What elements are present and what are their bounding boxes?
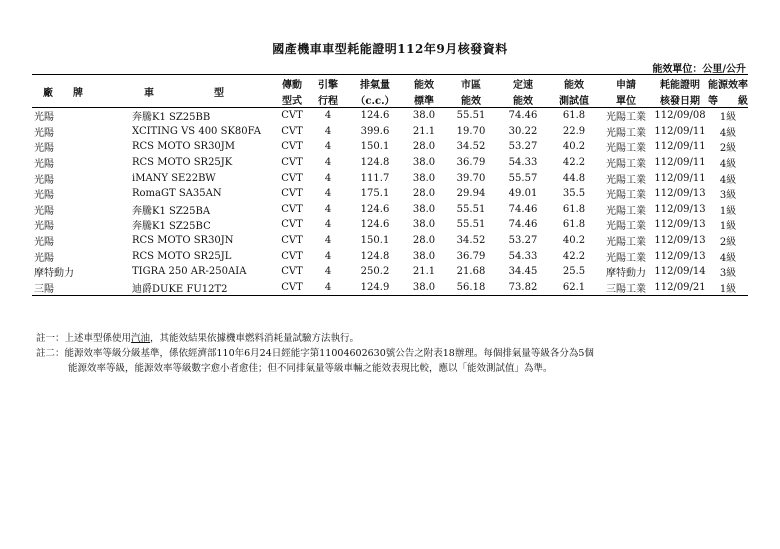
cell-applicant: 光陽工業 xyxy=(606,205,646,217)
cell-grade: 4級 xyxy=(719,127,737,139)
cell-model: iMANY SE22BW xyxy=(132,172,216,184)
cell-efficiency-std: 28.0 xyxy=(412,141,436,153)
cell-test-value: 61.8 xyxy=(562,219,586,231)
cell-applicant: 光陽工業 xyxy=(606,127,646,139)
cell-strokes: 4 xyxy=(324,141,332,153)
table-row xyxy=(32,280,748,296)
cell-applicant: 光陽工業 xyxy=(606,252,646,264)
cell-displacement: 150.1 xyxy=(360,141,390,153)
cell-manufacturer: 光陽 xyxy=(34,127,54,139)
cell-efficiency-std: 38.0 xyxy=(412,157,436,169)
cell-model: RCS MOTO SR30JN xyxy=(132,235,234,247)
cell-transmission: CVT xyxy=(281,110,303,122)
cell-strokes: 4 xyxy=(324,219,332,231)
cell-constant-speed: 74.46 xyxy=(508,110,538,122)
cell-test-value: 42.2 xyxy=(562,157,586,169)
cell-transmission: CVT xyxy=(281,157,303,169)
cell-model: RomaGT SA35AN xyxy=(132,188,222,200)
cell-manufacturer: 光陽 xyxy=(34,174,54,186)
cell-issue-date: 112/09/11 xyxy=(654,125,706,137)
note-2-line-1: 註二：能源效率等級分級基準，係依經濟部110年6月24日經能字第11004602630號公告之附表18辦理。每個排氣量等級各分為5個 xyxy=(36,348,594,359)
cell-test-value: 44.8 xyxy=(562,172,586,184)
cell-strokes: 4 xyxy=(324,110,332,122)
cell-applicant: 光陽工業 xyxy=(606,112,646,124)
header-model: 車 型 xyxy=(144,87,224,99)
cell-transmission: CVT xyxy=(281,281,303,293)
cell-efficiency-std: 28.0 xyxy=(412,235,436,247)
cell-urban: 39.70 xyxy=(456,172,486,184)
cell-model: RCS MOTO SR30JM xyxy=(132,141,236,153)
table-row xyxy=(32,233,748,249)
cell-displacement: 124.6 xyxy=(360,110,390,122)
note-2-line-2: 能源效率等級，能源效率等級數字愈小者愈佳；但不同排氣量等級車輛之能效表現比較，應以「能效測試值」為準。 xyxy=(68,363,553,374)
cell-efficiency-std: 38.0 xyxy=(412,219,436,231)
cell-displacement: 124.8 xyxy=(360,250,390,262)
cell-model: RCS MOTO SR25JK xyxy=(132,157,233,169)
cell-manufacturer: 光陽 xyxy=(34,252,54,264)
table-row xyxy=(32,155,748,171)
cell-issue-date: 112/09/11 xyxy=(654,157,706,169)
cell-constant-speed: 49.01 xyxy=(508,188,538,200)
cell-applicant: 光陽工業 xyxy=(606,174,646,186)
cell-issue-date: 112/09/13 xyxy=(654,188,706,200)
header-transmission-2: 型式 xyxy=(282,95,302,107)
cell-transmission: CVT xyxy=(281,203,303,215)
cell-urban: 36.79 xyxy=(456,157,486,169)
cell-applicant: 三陽工業 xyxy=(606,283,646,295)
note-1-suffix: ，其能效結果依據機車燃料消耗量試驗方法執行。 xyxy=(150,333,360,344)
unit-label: 能效單位：公里/公升 xyxy=(652,64,746,75)
table-row xyxy=(32,248,748,264)
header-grade: 能源效率 xyxy=(708,79,748,91)
cell-transmission: CVT xyxy=(281,266,303,278)
cell-constant-speed: 53.27 xyxy=(508,141,538,153)
cell-displacement: 124.8 xyxy=(360,157,390,169)
cell-applicant: 光陽工業 xyxy=(606,221,646,233)
cell-test-value: 22.9 xyxy=(562,125,586,137)
cell-transmission: CVT xyxy=(281,125,303,137)
cell-constant-speed: 34.45 xyxy=(508,266,538,278)
cell-efficiency-std: 38.0 xyxy=(412,110,436,122)
cell-applicant: 光陽工業 xyxy=(606,237,646,249)
header-grade-2: 等 級 xyxy=(708,95,748,107)
cell-model: 奔騰K1 SZ25BA xyxy=(132,205,211,217)
cell-manufacturer: 光陽 xyxy=(34,237,54,249)
header-row-1 xyxy=(32,75,748,92)
header-issue-date-2: 核發日期 xyxy=(660,95,700,107)
cell-displacement: 150.1 xyxy=(360,235,390,247)
cell-strokes: 4 xyxy=(324,125,332,137)
cell-displacement: 175.1 xyxy=(360,188,390,200)
cell-grade: 1級 xyxy=(719,221,737,233)
cell-urban: 34.52 xyxy=(456,141,486,153)
cell-issue-date: 112/09/13 xyxy=(654,250,706,262)
cell-issue-date: 112/09/08 xyxy=(654,110,706,122)
cell-strokes: 4 xyxy=(324,235,332,247)
cell-manufacturer: 光陽 xyxy=(34,112,54,124)
header-test-value-2: 測試值 xyxy=(559,95,589,107)
header-applicant-2: 單位 xyxy=(616,95,636,107)
cell-efficiency-std: 28.0 xyxy=(412,188,436,200)
header-transmission: 傳動 xyxy=(282,79,302,91)
cell-manufacturer: 光陽 xyxy=(34,205,54,217)
certification-table xyxy=(32,74,748,296)
cell-issue-date: 112/09/13 xyxy=(654,235,706,247)
cell-constant-speed: 30.22 xyxy=(508,125,538,137)
cell-urban: 21.68 xyxy=(456,266,486,278)
cell-grade: 2級 xyxy=(719,143,737,155)
cell-strokes: 4 xyxy=(324,188,332,200)
cell-transmission: CVT xyxy=(281,250,303,262)
cell-grade: 1級 xyxy=(719,205,737,217)
cell-transmission: CVT xyxy=(281,172,303,184)
cell-manufacturer: 摩特動力 xyxy=(34,268,74,280)
cell-strokes: 4 xyxy=(324,203,332,215)
cell-displacement: 124.9 xyxy=(360,281,390,293)
cell-constant-speed: 54.33 xyxy=(508,250,538,262)
cell-issue-date: 112/09/11 xyxy=(654,172,706,184)
cell-urban: 55.51 xyxy=(456,110,486,122)
cell-efficiency-std: 21.1 xyxy=(412,125,436,137)
cell-displacement: 399.6 xyxy=(360,125,390,137)
cell-model: 奔騰K1 SZ25BC xyxy=(132,221,211,233)
cell-constant-speed: 73.82 xyxy=(508,281,538,293)
note-1 xyxy=(36,331,756,346)
cell-constant-speed: 74.46 xyxy=(508,203,538,215)
table-body xyxy=(32,108,748,296)
cell-issue-date: 112/09/13 xyxy=(654,219,706,231)
table-row xyxy=(32,186,748,202)
cell-grade: 3級 xyxy=(719,268,737,280)
cell-test-value: 62.1 xyxy=(562,281,586,293)
header-applicant: 申請 xyxy=(616,79,636,91)
header-displacement: 排氣量 xyxy=(360,79,390,91)
header-strokes-2: 行程 xyxy=(318,95,338,107)
cell-displacement: 250.2 xyxy=(360,266,390,278)
cell-issue-date: 112/09/13 xyxy=(654,203,706,215)
cell-constant-speed: 54.33 xyxy=(508,157,538,169)
note-1-prefix: 註一：上述車型係使用 xyxy=(36,333,132,344)
cell-strokes: 4 xyxy=(324,281,332,293)
header-manufacturer: 廠 牌 xyxy=(43,87,83,99)
cell-urban: 56.18 xyxy=(456,281,486,293)
cell-applicant: 光陽工業 xyxy=(606,190,646,202)
header-urban: 市區 xyxy=(461,79,481,91)
cell-grade: 4級 xyxy=(719,159,737,171)
cell-manufacturer: 光陽 xyxy=(34,190,54,202)
cell-grade: 2級 xyxy=(719,237,737,249)
cell-test-value: 61.8 xyxy=(562,110,586,122)
cell-issue-date: 112/09/21 xyxy=(654,281,706,293)
table-row xyxy=(32,139,748,155)
table-row xyxy=(32,170,748,186)
cell-grade: 1級 xyxy=(719,112,737,124)
cell-transmission: CVT xyxy=(281,188,303,200)
cell-displacement: 111.7 xyxy=(360,172,390,184)
header-constant-speed-2: 能效 xyxy=(513,95,533,107)
note-1-fuel: 汽油 xyxy=(131,333,151,344)
header-strokes: 引擎 xyxy=(318,79,338,91)
header-constant-speed: 定速 xyxy=(513,79,533,91)
table-row xyxy=(32,264,748,280)
cell-grade: 4級 xyxy=(719,174,737,186)
cell-model: RCS MOTO SR25JL xyxy=(132,250,232,262)
cell-test-value: 35.5 xyxy=(562,188,586,200)
cell-constant-speed: 55.57 xyxy=(508,172,538,184)
cell-manufacturer: 光陽 xyxy=(34,159,54,171)
cell-strokes: 4 xyxy=(324,172,332,184)
header-efficiency-std: 能效 xyxy=(414,79,434,91)
table-row xyxy=(32,124,748,140)
cell-grade: 4級 xyxy=(719,252,737,264)
cell-model: 奔騰K1 SZ25BB xyxy=(132,112,211,124)
cell-strokes: 4 xyxy=(324,250,332,262)
cell-efficiency-std: 38.0 xyxy=(412,203,436,215)
cell-test-value: 42.2 xyxy=(562,250,586,262)
cell-urban: 55.51 xyxy=(456,203,486,215)
cell-applicant: 光陽工業 xyxy=(606,143,646,155)
cell-transmission: CVT xyxy=(281,235,303,247)
cell-manufacturer: 光陽 xyxy=(34,143,54,155)
cell-transmission: CVT xyxy=(281,141,303,153)
header-test-value: 能效 xyxy=(564,79,584,91)
cell-manufacturer: 光陽 xyxy=(34,221,54,233)
header-urban-2: 能效 xyxy=(461,95,481,107)
cell-manufacturer: 三陽 xyxy=(34,283,54,295)
cell-constant-speed: 74.46 xyxy=(508,219,538,231)
cell-efficiency-std: 38.0 xyxy=(412,172,436,184)
header-displacement-2: （c.c.） xyxy=(355,95,395,107)
cell-efficiency-std: 38.0 xyxy=(412,250,436,262)
cell-issue-date: 112/09/14 xyxy=(654,266,706,278)
cell-grade: 3級 xyxy=(719,190,737,202)
cell-model: XCITING VS 400 SK80FA xyxy=(132,125,261,137)
cell-applicant: 光陽工業 xyxy=(606,159,646,171)
cell-grade: 1級 xyxy=(719,283,737,295)
cell-efficiency-std: 38.0 xyxy=(412,281,436,293)
cell-displacement: 124.6 xyxy=(360,219,390,231)
document-title: 國產機車車型耗能證明112年9月核發資料 xyxy=(272,42,508,56)
header-efficiency-std-2: 標準 xyxy=(414,95,434,107)
cell-displacement: 124.6 xyxy=(360,203,390,215)
cell-efficiency-std: 21.1 xyxy=(412,266,436,278)
cell-test-value: 25.5 xyxy=(562,266,586,278)
table-row xyxy=(32,202,748,218)
cell-model: TIGRA 250 AR-250AIA xyxy=(132,266,247,278)
cell-transmission: CVT xyxy=(281,219,303,231)
cell-applicant: 摩特動力 xyxy=(606,268,646,280)
cell-constant-speed: 53.27 xyxy=(508,235,538,247)
cell-test-value: 40.2 xyxy=(562,235,586,247)
table-row xyxy=(32,217,748,233)
cell-test-value: 40.2 xyxy=(562,141,586,153)
cell-urban: 55.51 xyxy=(456,219,486,231)
table-row xyxy=(32,108,748,124)
cell-model: 迪爵DUKE FU12T2 xyxy=(132,283,228,295)
cell-issue-date: 112/09/11 xyxy=(654,141,706,153)
cell-urban: 19.70 xyxy=(456,125,486,137)
header-issue-date: 耗能證明 xyxy=(660,79,700,91)
cell-urban: 36.79 xyxy=(456,250,486,262)
cell-strokes: 4 xyxy=(324,157,332,169)
cell-urban: 29.94 xyxy=(456,188,486,200)
cell-urban: 34.52 xyxy=(456,235,486,247)
cell-strokes: 4 xyxy=(324,266,332,278)
notes xyxy=(36,331,756,376)
cell-test-value: 61.8 xyxy=(562,203,586,215)
